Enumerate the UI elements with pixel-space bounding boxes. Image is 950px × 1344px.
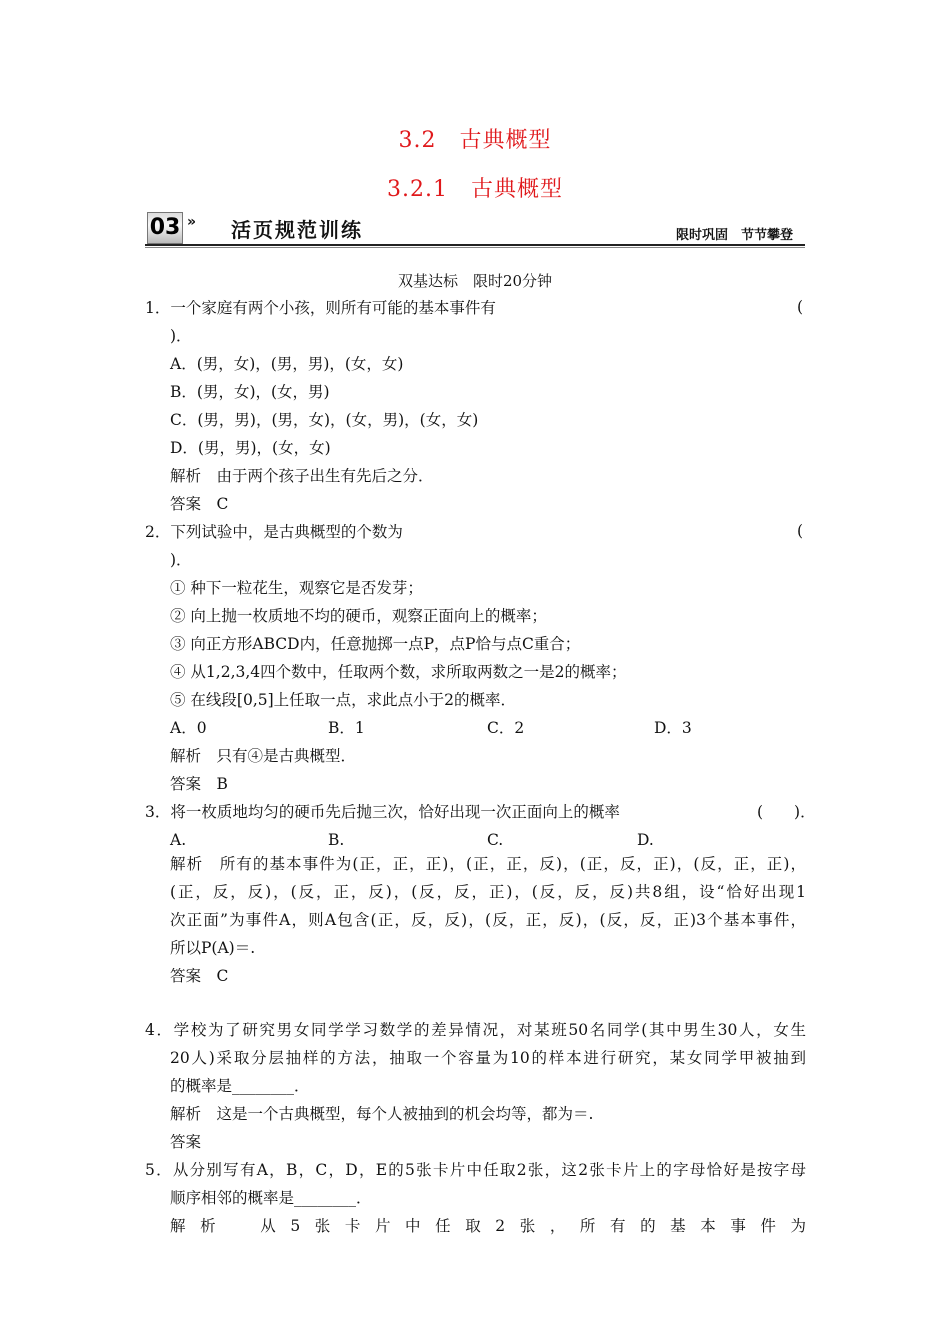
q2-option-d: D．3 bbox=[654, 719, 692, 737]
q2-paren: ( bbox=[797, 522, 804, 540]
banner-rule bbox=[145, 244, 805, 246]
q1-option-c: C．(男，男)，(男，女)，(女，男)，(女，女) bbox=[170, 411, 479, 429]
q3-option-d: D. bbox=[637, 831, 654, 849]
section-number-badge: 03 bbox=[147, 212, 183, 244]
q3-answer: 答案 C bbox=[170, 967, 229, 985]
q4-line-3: 的概率是________． bbox=[170, 1077, 310, 1095]
q2-stem: 2．下列试验中，是古典概型的个数为 bbox=[145, 523, 403, 541]
q3-paren: ( )． bbox=[757, 803, 816, 821]
q5-line-1: 5．从分别写有A，B，C，D，E的5张卡片中任取2张，这2张卡片上的字母恰好是按字母 bbox=[145, 1161, 806, 1179]
q3-analysis-line-1: 解析 所有的基本事件为(正，正，正)，(正，正，反)，(正，反，正)，(反，正，正)， bbox=[170, 855, 806, 873]
banner-rule-thin bbox=[145, 247, 805, 248]
q1-option-d: D．(男，男)，(女，女) bbox=[170, 439, 331, 457]
q3-stem: 3．将一枚质地均匀的硬币先后抛三次，恰好出现一次正面向上的概率 bbox=[145, 803, 620, 821]
section-slogan: 限时巩固 节节攀登 bbox=[675, 228, 793, 243]
q3-option-a: A. bbox=[170, 831, 187, 849]
q1-stem: 1．一个家庭有两个小孩，则所有可能的基本事件有 bbox=[145, 299, 496, 317]
page-title: 3.2 古典概型 bbox=[398, 128, 552, 153]
double-chevron-icon: » bbox=[187, 214, 197, 230]
q1-option-a: A．(男，女)，(男，男)，(女，女) bbox=[170, 355, 404, 373]
q2-item-1: ① 种下一粒花生，观察它是否发芽； bbox=[170, 579, 423, 597]
q5-line-2: 顺序相邻的概率是________． bbox=[170, 1189, 372, 1207]
section-banner bbox=[145, 208, 805, 248]
q2-answer: 答案 B bbox=[170, 775, 228, 793]
q1-answer: 答案 C bbox=[170, 495, 229, 513]
q1-option-b: B．(男，女)，(女，男) bbox=[170, 383, 330, 401]
q1-paren: ( bbox=[797, 298, 804, 316]
q3-analysis-line-2: (正，反，反)，(反，正，反)，(反，反，正)，(反，反，反)共8组，设“恰好出现1 bbox=[170, 883, 806, 901]
q4-line-2: 20人)采取分层抽样的方法，抽取一个容量为10的样本进行研究，某女同学甲被抽到 bbox=[170, 1049, 806, 1067]
q3-option-c: C. bbox=[487, 831, 504, 849]
q1-analysis: 解析 由于两个孩子出生有先后之分． bbox=[170, 467, 434, 485]
q4-line-1: 4．学校为了研究男女同学学习数学的差异情况，对某班50名同学(其中男生30人，女生 bbox=[145, 1021, 806, 1039]
q2-item-5: ⑤ 在线段[0,5]上任取一点，求此点小于2的概率． bbox=[170, 691, 517, 709]
q4-analysis: 解析 这是一个古典概型，每个人被抽到的机会均等，都为＝. bbox=[170, 1105, 594, 1123]
q3-analysis-line-4: 所以P(A)＝. bbox=[170, 939, 256, 957]
page-subtitle: 3.2.1 古典概型 bbox=[387, 177, 563, 202]
q2-item-4: ④ 从1,2,3,4四个数中，任取两个数，求所取两数之一是2的概率； bbox=[170, 663, 627, 681]
q4-answer: 答案 bbox=[170, 1133, 202, 1151]
q1-paren-close: )． bbox=[170, 327, 192, 345]
q3-option-b: B. bbox=[328, 831, 345, 849]
q5-analysis: 解析 从5张卡片中任取2张，所有的基本事件为 bbox=[170, 1217, 806, 1235]
q2-item-2: ② 向上抛一枚质地不均的硬币，观察正面向上的概率； bbox=[170, 607, 547, 625]
practice-label: 双基达标 限时20分钟 bbox=[397, 272, 553, 290]
q2-analysis: 解析 只有④是古典概型． bbox=[170, 747, 357, 765]
section-title: 活页规范训练 bbox=[231, 218, 363, 242]
q2-option-b: B．1 bbox=[328, 719, 365, 737]
q2-paren-close: )． bbox=[170, 551, 192, 569]
q2-option-c: C．2 bbox=[487, 719, 525, 737]
q2-item-3: ③ 向正方形ABCD内，任意抛掷一点P，点P恰与点C重合； bbox=[170, 635, 581, 653]
q3-analysis-line-3: 次正面”为事件A，则A包含(正，反，反)，(反，正，反)，(反，反，正)3个基本事件， bbox=[170, 911, 806, 929]
q2-option-a: A．0 bbox=[170, 719, 207, 737]
